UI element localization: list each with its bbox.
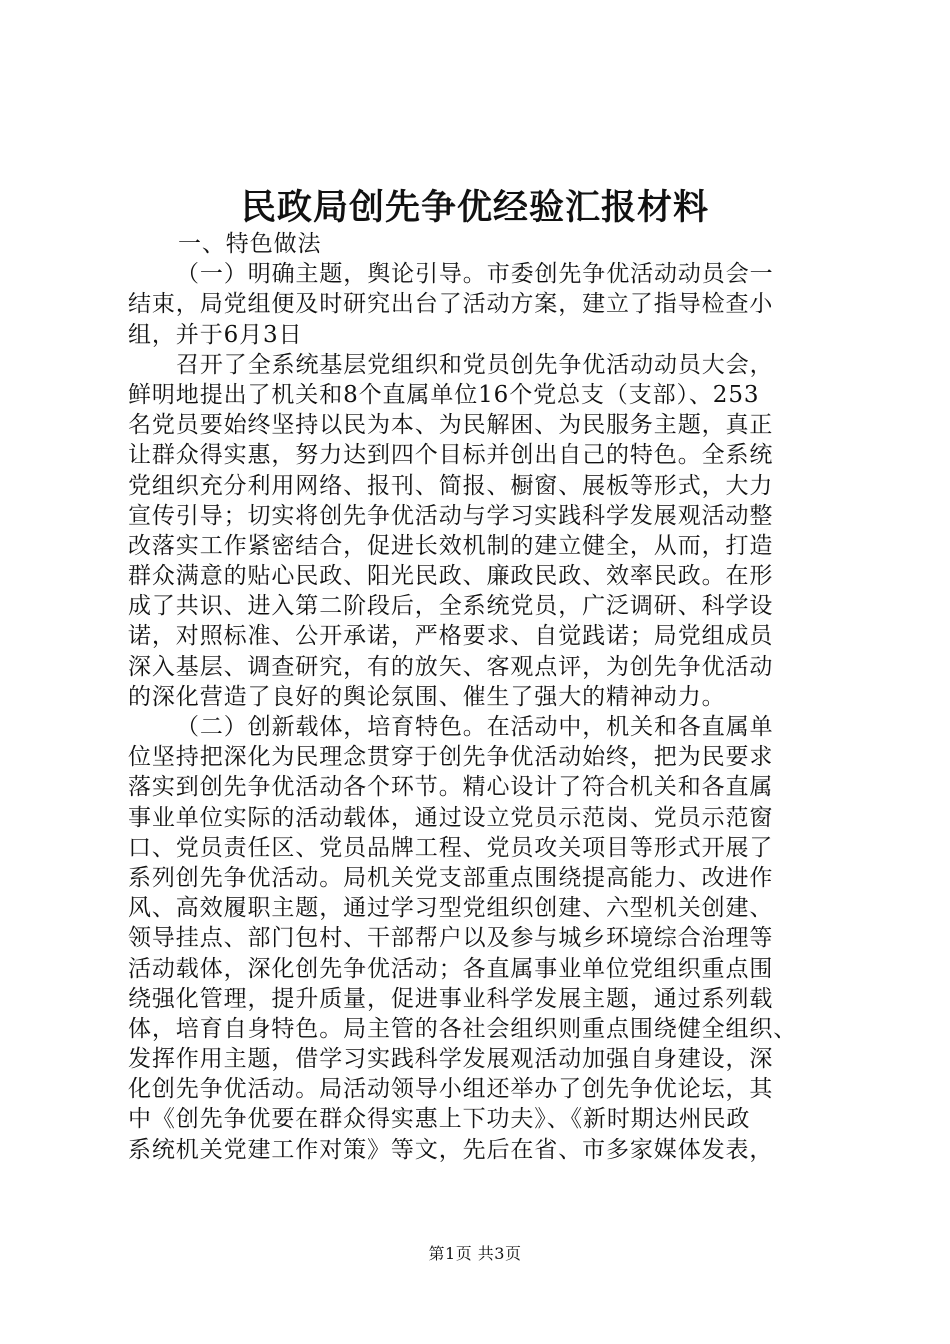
text-line: 让群众得实惠，努力达到四个目标并创出自己的特色。全系统 — [128, 442, 774, 469]
text-line: 宣传引导；切实将创先争优活动与学习实践科学发展观活动整 — [128, 502, 774, 529]
text-line: 中《创先争优要在群众得实惠上下功夫》、《新时期达州民政 — [128, 1106, 751, 1133]
text-line: 一、特色做法 — [178, 231, 322, 257]
text-line: 化创先争优活动。局活动领导小组还举办了创先争优论坛，其 — [128, 1076, 774, 1103]
text-line: 位坚持把深化为民理念贯穿于创先争优活动始终，把为民要求 — [128, 744, 774, 771]
document-title: 民政局创先争优经验汇报材料 — [240, 187, 709, 228]
text-line: 组，并于6月3日 — [128, 321, 303, 348]
text-line: 改落实工作紧密结合，促进长效机制的建立健全，从而，打造 — [128, 532, 774, 559]
text-line: 的深化营造了良好的舆论氛围、催生了强大的精神动力。 — [128, 683, 726, 710]
text-line: 成了共识、进入第二阶段后，全系统党员，广泛调研、科学设 — [128, 593, 774, 620]
page-number-footer: 第1页 共3页 — [428, 1244, 522, 1263]
text-line: 群众满意的贴心民政、阳光民政、廉政民政、效率民政。在形 — [128, 563, 774, 590]
text-line: 风、高效履职主题，通过学习型党组织创建、六型机关创建、 — [128, 895, 774, 922]
text-line: 事业单位实际的活动载体，通过设立党员示范岗、党员示范窗 — [128, 804, 774, 831]
text-line: 落实到创先争优活动各个环节。精心设计了符合机关和各直属 — [128, 774, 774, 801]
text-line: 发挥作用主题，借学习实践科学发展观活动加强自身建设，深 — [128, 1046, 774, 1073]
text-line: （一）明确主题，舆论引导。市委创先争优活动动员会一 — [176, 261, 774, 288]
text-line: 系统机关党建工作对策》等文，先后在省、市多家媒体发表， — [128, 1136, 774, 1163]
text-line: 口、党员责任区、党员品牌工程、党员攻关项目等形式开展了 — [128, 834, 774, 861]
text-line: 活动载体，深化创先争优活动；各直属事业单位党组织重点围 — [128, 955, 774, 982]
text-line: 领导挂点、部门包村、干部帮户以及参与城乡环境综合治理等 — [128, 925, 774, 952]
document-body — [128, 229, 848, 1165]
text-line: 体，培育自身特色。局主管的各社会组织则重点围绕健全组织、 — [128, 1015, 798, 1042]
text-line: 系列创先争优活动。局机关党支部重点围绕提高能力、改进作 — [128, 864, 774, 891]
text-line: （二）创新载体，培育特色。在活动中，机关和各直属单 — [176, 714, 774, 740]
text-line: 党组织充分利用网络、报刊、简报、橱窗、展板等形式，大力 — [128, 472, 774, 499]
text-line: 深入基层、调查研究，有的放矢、客观点评，为创先争优活动 — [128, 653, 774, 680]
text-line: 绕强化管理，提升质量，促进事业科学发展主题，通过系列载 — [128, 985, 774, 1012]
text-line: 召开了全系统基层党组织和党员创先争优活动动员大会， — [176, 351, 774, 378]
text-line: 结束，局党组便及时研究出台了活动方案，建立了指导检查小 — [128, 291, 774, 318]
text-line: 鲜明地提出了机关和8个直属单位16个党总支（支部）、253 — [128, 381, 760, 408]
text-line: 名党员要始终坚持以民为本、为民解困、为民服务主题，真正 — [128, 412, 774, 439]
text-line: 诺，对照标准、公开承诺，严格要求、自觉践诺；局党组成员 — [128, 623, 774, 650]
